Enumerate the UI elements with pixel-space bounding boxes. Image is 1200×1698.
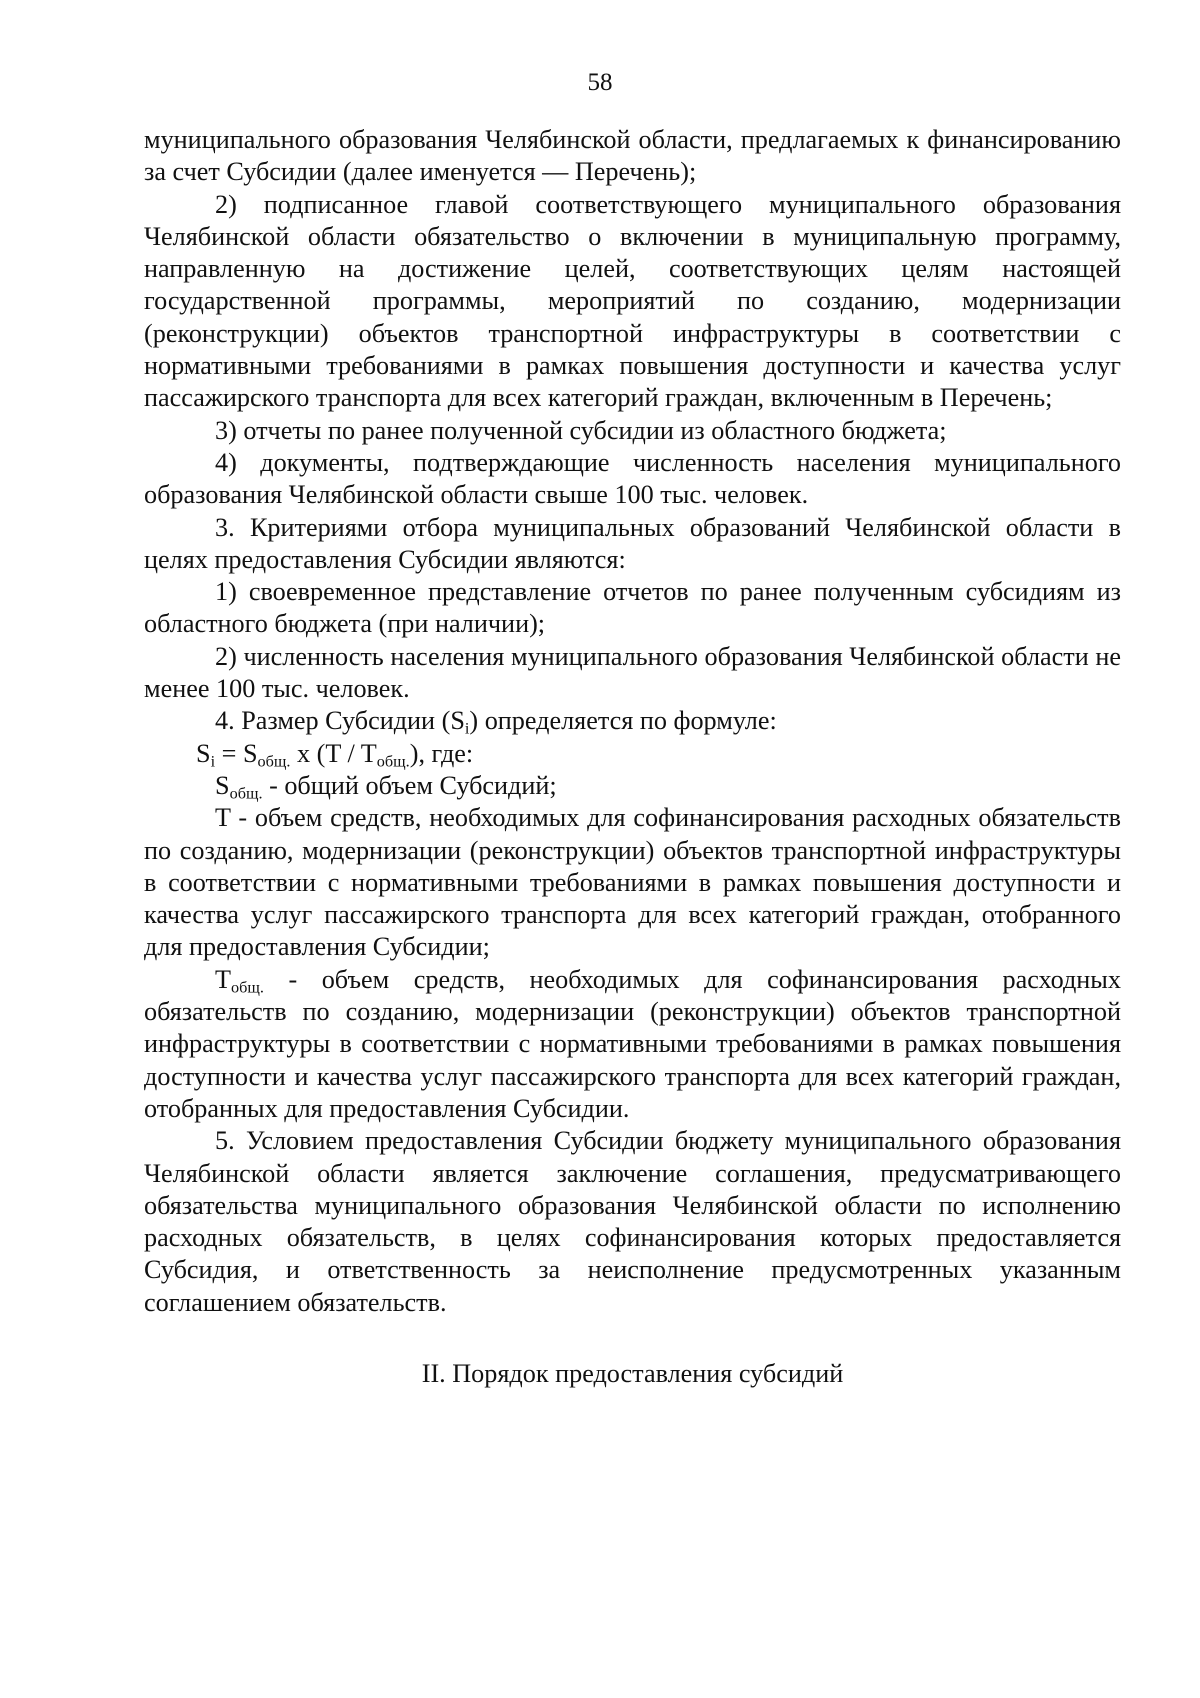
paragraph-condition: 5. Условием предоставления Субсидии бюджету муниципального образования Челябинской области является заключение соглашения, предусматривающего обязательства муниципального образования Челябинской области по исполнению расходных обязательств, в целях софинансирования которых предоставляется Субсидия, и ответственность за неисполнение предусмотренных указанным соглашением обязательств.: [144, 1126, 1121, 1317]
paragraph-criterion-2: 2) численность населения муниципального образования Челябинской области не менее 100 тыс. человек.: [144, 641, 1121, 704]
formula-t-subscript: общ.: [376, 752, 410, 771]
definition-s-total: [144, 770, 1121, 802]
section-heading: II. Порядок предоставления субсидий: [421, 1358, 844, 1388]
definition-t-subscript: общ.: [231, 978, 264, 997]
subsidy-formula-expression: [144, 738, 473, 770]
formula-end: ), где:: [409, 738, 474, 768]
paragraph-selection-criteria: 3. Критериями отбора муниципальных образований Челябинской области в целях предоставления Субсидии являются:: [144, 512, 1121, 574]
definition-t-symbol: T: [215, 964, 231, 994]
subsidy-size-text-after: ) определяется по формуле:: [469, 706, 777, 736]
paragraph-criterion-1: 1) своевременное представление отчетов по ранее полученным субсидиям из областного бюджета (при наличии);: [144, 577, 1121, 639]
paragraph-item-3: 3) отчеты по ранее полученной субсидии из областного бюджета;: [215, 415, 947, 445]
paragraph-subsidy-size: [144, 705, 1121, 737]
page-number: 58: [587, 69, 613, 96]
formula-equals: = S: [215, 738, 258, 768]
paragraph-item-2: 2) подписанное главой соответствующего муниципального образования Челябинской области обязательство о включении в муниципальную программу, направленную на достижение целей, соответствующих целям настоящей государственной программы, мероприятий по созданию, модернизации (реконструкции) объектов транспортной инфраструктуры в соответствии с нормативными требованиями в рамках повышения доступности и качества услуг пассажирского транспорта для всех категорий граждан, включенным в Перечень;: [144, 189, 1121, 413]
subsidy-formula: [144, 738, 1121, 770]
heading-spacer: [144, 1319, 1121, 1358]
formula-s: S: [196, 738, 211, 768]
formula-total-subscript: общ.: [257, 752, 291, 771]
formula-s-subscript: i: [210, 752, 216, 771]
definition-t-total: [144, 964, 1121, 1125]
formula-times: x (T / T: [290, 738, 377, 768]
subsidy-size-subscript: i: [464, 719, 470, 738]
definition-s-symbol: S: [215, 770, 230, 800]
document-body: [144, 124, 1121, 1390]
definition-s-subscript: общ.: [229, 784, 263, 803]
definition-t-text: - объем средств, необходимых для софинансирования расходных обязательств по созданию, модернизации (реконструкции) объектов транспортной инфраструктуры в соответствии с нормативными требованиями в рамках повышения доступности и качества услуг пассажирского транспорта для всех категорий граждан, отобранных для предоставления Субсидии.: [144, 964, 1121, 1123]
definition-t: T - объем средств, необходимых для софинансирования расходных обязательств по созданию, модернизации (реконструкции) объектов транспортной инфраструктуры в соответствии с нормативными требованиями в рамках повышения доступности и качества услуг пассажирского транспорта для всех категорий граждан, отобранного для предоставления Субсидии;: [144, 803, 1121, 962]
subsidy-size-text-before: 4. Размер Субсидии (S: [215, 706, 465, 736]
paragraph-item-4: 4) документы, подтверждающие численность населения муниципального образования Челябинской области свыше 100 тыс. человек.: [144, 447, 1121, 510]
paragraph-list-continuation: муниципального образования Челябинской области, предлагаемых к финансированию за счет Субсидии (далее именуется — Перечень);: [144, 125, 1121, 187]
definition-s-text: - общий объем Субсидий;: [262, 770, 557, 800]
